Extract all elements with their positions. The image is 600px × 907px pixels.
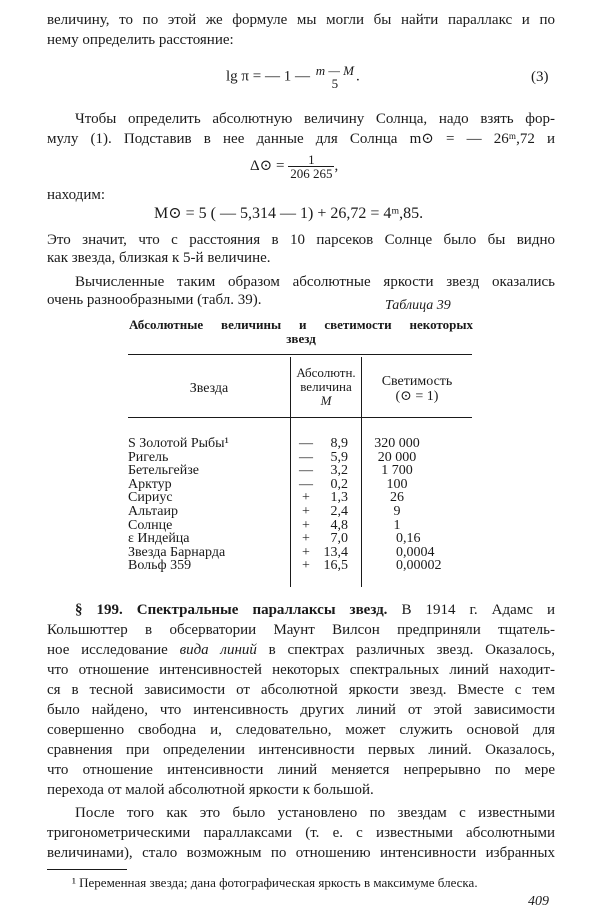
table-cell-star: ε Индейца xyxy=(128,531,190,547)
table-cell-magnitude: 13,4 xyxy=(323,544,348,560)
table-cell-luminosity: 26 xyxy=(390,490,404,506)
equation-3 xyxy=(226,64,360,90)
column-header-magnitude xyxy=(291,366,361,408)
table-cell-star: Сириус xyxy=(128,490,173,506)
text-line: как звезда, близкая к 5-й величине. xyxy=(47,250,271,266)
fraction-denominator: 206 265 xyxy=(290,166,333,181)
column-header-star: Звезда xyxy=(189,381,229,396)
equation-sun-magnitude: M⊙ = 5 ( — 5,314 — 1) + 26,72 = 4ᵐ,85. xyxy=(154,205,424,222)
footnote: ¹ Переменная звезда; дана фотографическая яркость в максимуме блеска. xyxy=(72,875,478,890)
table-cell-star: Арктур xyxy=(128,476,172,492)
column-header-luminosity xyxy=(362,374,472,404)
equation-delta xyxy=(250,153,338,180)
table-cell-sign: + xyxy=(302,544,310,560)
equation-lhs: lg π = — 1 — xyxy=(226,68,310,85)
text-line: совершенно свободна и, следовательно, может служить основой для xyxy=(47,722,555,738)
table-cell-magnitude: 7,0 xyxy=(330,531,348,547)
table-cell-magnitude: 4,8 xyxy=(330,517,348,533)
table-cell-luminosity: 20 000 xyxy=(377,449,417,465)
text-line: мулу (1). Подставив в нее данные для Солнца m⊙ = — 26ᵐ,72 и xyxy=(47,131,555,147)
table-top-rule xyxy=(128,354,472,355)
header-line: M xyxy=(320,393,332,408)
section-first-line xyxy=(75,601,555,619)
text-line: перехода от малой абсолютной яркости к большой. xyxy=(47,782,374,798)
table-cell-magnitude: 1,3 xyxy=(330,490,348,506)
table-cell-luminosity: 0,0004 xyxy=(396,544,435,560)
table-cell-sign: — xyxy=(299,463,313,479)
table-cell-star: S Золотой Рыбы¹ xyxy=(128,436,229,451)
table-cell-sign: — xyxy=(299,436,313,451)
fraction-numerator: m — M xyxy=(315,63,354,78)
table-cell-magnitude: 3,2 xyxy=(330,463,348,479)
table-cell-sign: + xyxy=(302,531,310,547)
table-cell-star: Вольф 359 xyxy=(128,558,192,574)
table-cell-luminosity: 100 xyxy=(386,476,408,492)
fraction-denominator: 5 xyxy=(331,76,339,91)
text-line: После того как это было установлено по звездам с известными xyxy=(75,805,555,821)
table-cell-sign: + xyxy=(302,504,310,519)
table-cell-luminosity: 1 700 xyxy=(381,463,413,479)
table-cell-magnitude: 2,4 xyxy=(330,504,348,519)
table-cell-luminosity: 0,16 xyxy=(396,531,421,547)
table-label: Таблица 39 xyxy=(385,298,451,313)
table-cell-sign: + xyxy=(302,517,310,533)
section-heading: § 199. Спектральные параллаксы звезд. xyxy=(75,602,388,618)
footnote-rule xyxy=(47,869,127,870)
text-span: В 1914 г. Адамс и xyxy=(401,602,555,618)
table-cell-star: Ригель xyxy=(128,449,169,465)
fraction-numerator: 1 xyxy=(308,152,315,167)
table-cell-sign: — xyxy=(299,476,313,492)
table-title: звезд xyxy=(286,331,316,346)
text-line: Чтобы определить абсолютную величину Солнца, надо взять фор- xyxy=(75,111,555,127)
equation-number: (3) xyxy=(531,69,549,85)
text-line: что отношение интенсивности линий меняется непрерывно по мере xyxy=(47,762,555,778)
text-line: тригонометрическими параллаксами (т. е. с известными абсолютными xyxy=(47,825,555,841)
equation-tail: . xyxy=(355,68,360,85)
text-line: сравнения при определении интенсивности первых линий. Оказалось, xyxy=(47,742,555,758)
text-line: очень разнообразными (табл. 39). xyxy=(47,292,262,308)
text-line xyxy=(47,641,555,659)
table-cell-magnitude: 5,9 xyxy=(330,449,348,465)
table-cell-magnitude: 8,9 xyxy=(330,436,348,451)
text-line: находим: xyxy=(47,187,106,203)
text-line: величинами), стало возможным по отношению интенсивности избранных xyxy=(47,845,555,861)
table-cell-sign: + xyxy=(302,490,310,506)
table-cell-star: Бетельгейзе xyxy=(128,463,199,479)
text-line: Это значит, что с расстояния в 10 парсеков Солнце было бы видно xyxy=(47,232,555,248)
header-line: величина xyxy=(300,379,352,394)
table-title: Абсолютные величины и светимости некоторых xyxy=(129,317,473,332)
table-cell-sign: — xyxy=(299,449,313,465)
equation-tail: , xyxy=(334,157,339,174)
text-line: Кольшюттер в обсерватории Маунт Вилсон предприняли тщатель- xyxy=(47,622,555,638)
text-line: нему определить расстояние: xyxy=(47,32,234,48)
table-cell-star: Альтаир xyxy=(128,504,178,519)
text-line: величину, то по этой же формуле мы могли бы найти параллакс и по xyxy=(47,12,555,28)
table-cell-sign: + xyxy=(302,558,310,574)
table-cell-magnitude: 16,5 xyxy=(323,558,348,574)
header-line: (⊙ = 1) xyxy=(395,389,439,404)
table-cell-luminosity: 0,00002 xyxy=(396,558,442,574)
header-line: Светимость xyxy=(381,374,453,389)
table-header-rule xyxy=(128,417,472,418)
table-cell-luminosity: 9 xyxy=(393,504,401,519)
table-cell-star: Звезда Барнарда xyxy=(128,544,226,560)
text-line: Вычисленные таким образом абсолютные яркости звезд оказались xyxy=(75,274,555,290)
text-span: в спектрах различных звезд. Оказалось, xyxy=(268,642,556,658)
text-span: ное исследование xyxy=(47,642,168,658)
text-line: что отношение интенсивностей некоторых спектральных линий находит- xyxy=(47,662,555,678)
table-cell-star: Солнце xyxy=(128,517,173,533)
table-cell-luminosity: 1 xyxy=(393,517,401,533)
page-number: 409 xyxy=(528,894,549,907)
text-line: ся в тесной зависимости от абсолютной яркости звезд. Вместе с тем xyxy=(47,682,555,698)
table-cell-luminosity: 320 000 xyxy=(374,436,420,451)
italic-phrase: вида линий xyxy=(179,642,257,658)
header-line: Абсолютн. xyxy=(296,365,356,380)
equation-lhs: Δ⊙ = xyxy=(250,157,285,174)
text-line: было найдено, что интенсивность других линий от этой зависимости xyxy=(47,702,555,718)
table-cell-magnitude: 0,2 xyxy=(330,476,348,492)
